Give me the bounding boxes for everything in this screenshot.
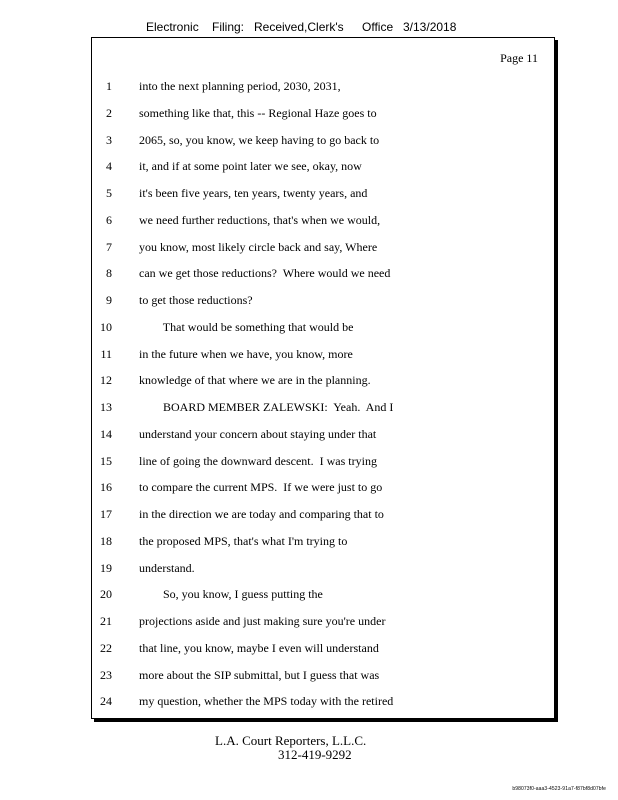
line-number: 12 [100, 373, 112, 388]
footer-phone: 312-419-9292 [278, 747, 352, 762]
line-text: in the direction we are today and comparing that to [139, 507, 384, 521]
filing-received: Received,Clerk's [254, 20, 344, 34]
transcript-line [92, 614, 554, 630]
transcript-line [92, 347, 554, 363]
line-text: that line, you know, maybe I even will understand [139, 640, 379, 655]
line-number: 5 [106, 186, 112, 200]
line-number: 3 [106, 132, 112, 147]
line-number: 11 [100, 346, 112, 361]
line-number: 21 [100, 614, 112, 628]
line-number: 9 [106, 293, 112, 307]
transcript-line [92, 587, 554, 603]
line-text: 2065, so, you know, we keep having to go back to [139, 132, 380, 147]
line-number: 17 [100, 507, 112, 521]
transcript-line [92, 320, 554, 336]
transcript-line [92, 400, 554, 416]
transcript-line [92, 79, 554, 95]
transcript-line [92, 668, 554, 684]
transcript-line [92, 240, 554, 256]
line-text: projections aside and just making sure you're under [139, 614, 386, 628]
line-text: my question, whether the MPS today with the retired [139, 694, 394, 709]
document-id: b98073f0-aaa3-4523-91a7-f87bf8d07bfe [512, 786, 606, 792]
line-number: 14 [100, 426, 112, 441]
filing-header [0, 20, 618, 36]
line-number: 7 [106, 239, 112, 254]
transcript-line [92, 266, 554, 282]
line-text: to compare the current MPS. If we were just to go [139, 480, 383, 495]
line-number: 15 [100, 453, 112, 468]
transcript-line [92, 213, 554, 229]
line-text: you know, most likely circle back and say, Where [139, 239, 378, 254]
footer-company: L.A. Court Reporters, L.L.C. [215, 733, 367, 748]
transcript-line [92, 159, 554, 175]
transcript-page [91, 37, 555, 719]
line-text: something like that, this -- Regional Haze goes to [139, 105, 377, 120]
line-number: 20 [100, 587, 112, 602]
line-number: 19 [100, 560, 112, 575]
line-text: That would be something that would be [139, 319, 354, 334]
line-number: 18 [100, 533, 112, 548]
transcript-line [92, 186, 554, 202]
filing-electronic: Electronic [146, 20, 199, 34]
line-text: understand. [139, 560, 195, 575]
transcript-line [92, 454, 554, 470]
line-text: it's been five years, ten years, twenty years, and [139, 186, 368, 200]
filing-office: Office [362, 20, 394, 34]
line-number: 23 [100, 667, 112, 682]
line-text: So, you know, I guess putting the [139, 587, 323, 602]
transcript-line [92, 480, 554, 496]
line-text: understand your concern about staying under that [139, 426, 377, 441]
line-number: 6 [106, 212, 112, 227]
line-number: 8 [106, 266, 112, 281]
transcript-line [92, 641, 554, 657]
line-text: can we get those reductions? Where would we need [139, 266, 391, 281]
line-text: line of going the downward descent. I was trying [139, 453, 377, 468]
line-text: knowledge of that where we are in the planning. [139, 373, 371, 388]
page-number: Page 11 [500, 51, 538, 65]
line-number: 2 [106, 105, 112, 120]
line-text: more about the SIP submittal, but I guess that was [139, 667, 380, 682]
line-text: BOARD MEMBER ZALEWSKI: Yeah. And I [139, 400, 394, 414]
line-number: 10 [100, 319, 112, 334]
line-number: 1 [106, 79, 112, 93]
line-number: 22 [100, 640, 112, 655]
transcript-line [92, 507, 554, 523]
transcript-line [92, 293, 554, 309]
transcript-line [92, 427, 554, 443]
filing-date: 3/13/2018 [403, 20, 457, 34]
transcript-line [92, 106, 554, 122]
transcript-line [92, 373, 554, 389]
line-number: 4 [106, 159, 112, 174]
transcript-line [92, 694, 554, 710]
line-number: 13 [100, 400, 112, 414]
filing-label: Filing: [212, 20, 245, 34]
transcript-line [92, 133, 554, 149]
line-text: it, and if at some point later we see, okay, now [139, 159, 362, 174]
line-text: the proposed MPS, that's what I'm trying to [139, 533, 348, 548]
transcript-line [92, 561, 554, 577]
line-text: we need further reductions, that's when we would, [139, 212, 381, 227]
line-text: in the future when we have, you know, more [139, 346, 353, 361]
transcript-line [92, 534, 554, 550]
line-number: 16 [100, 480, 112, 495]
line-text: to get those reductions? [139, 293, 253, 307]
line-text: into the next planning period, 2030, 2031, [139, 79, 341, 93]
line-number: 24 [100, 694, 112, 709]
